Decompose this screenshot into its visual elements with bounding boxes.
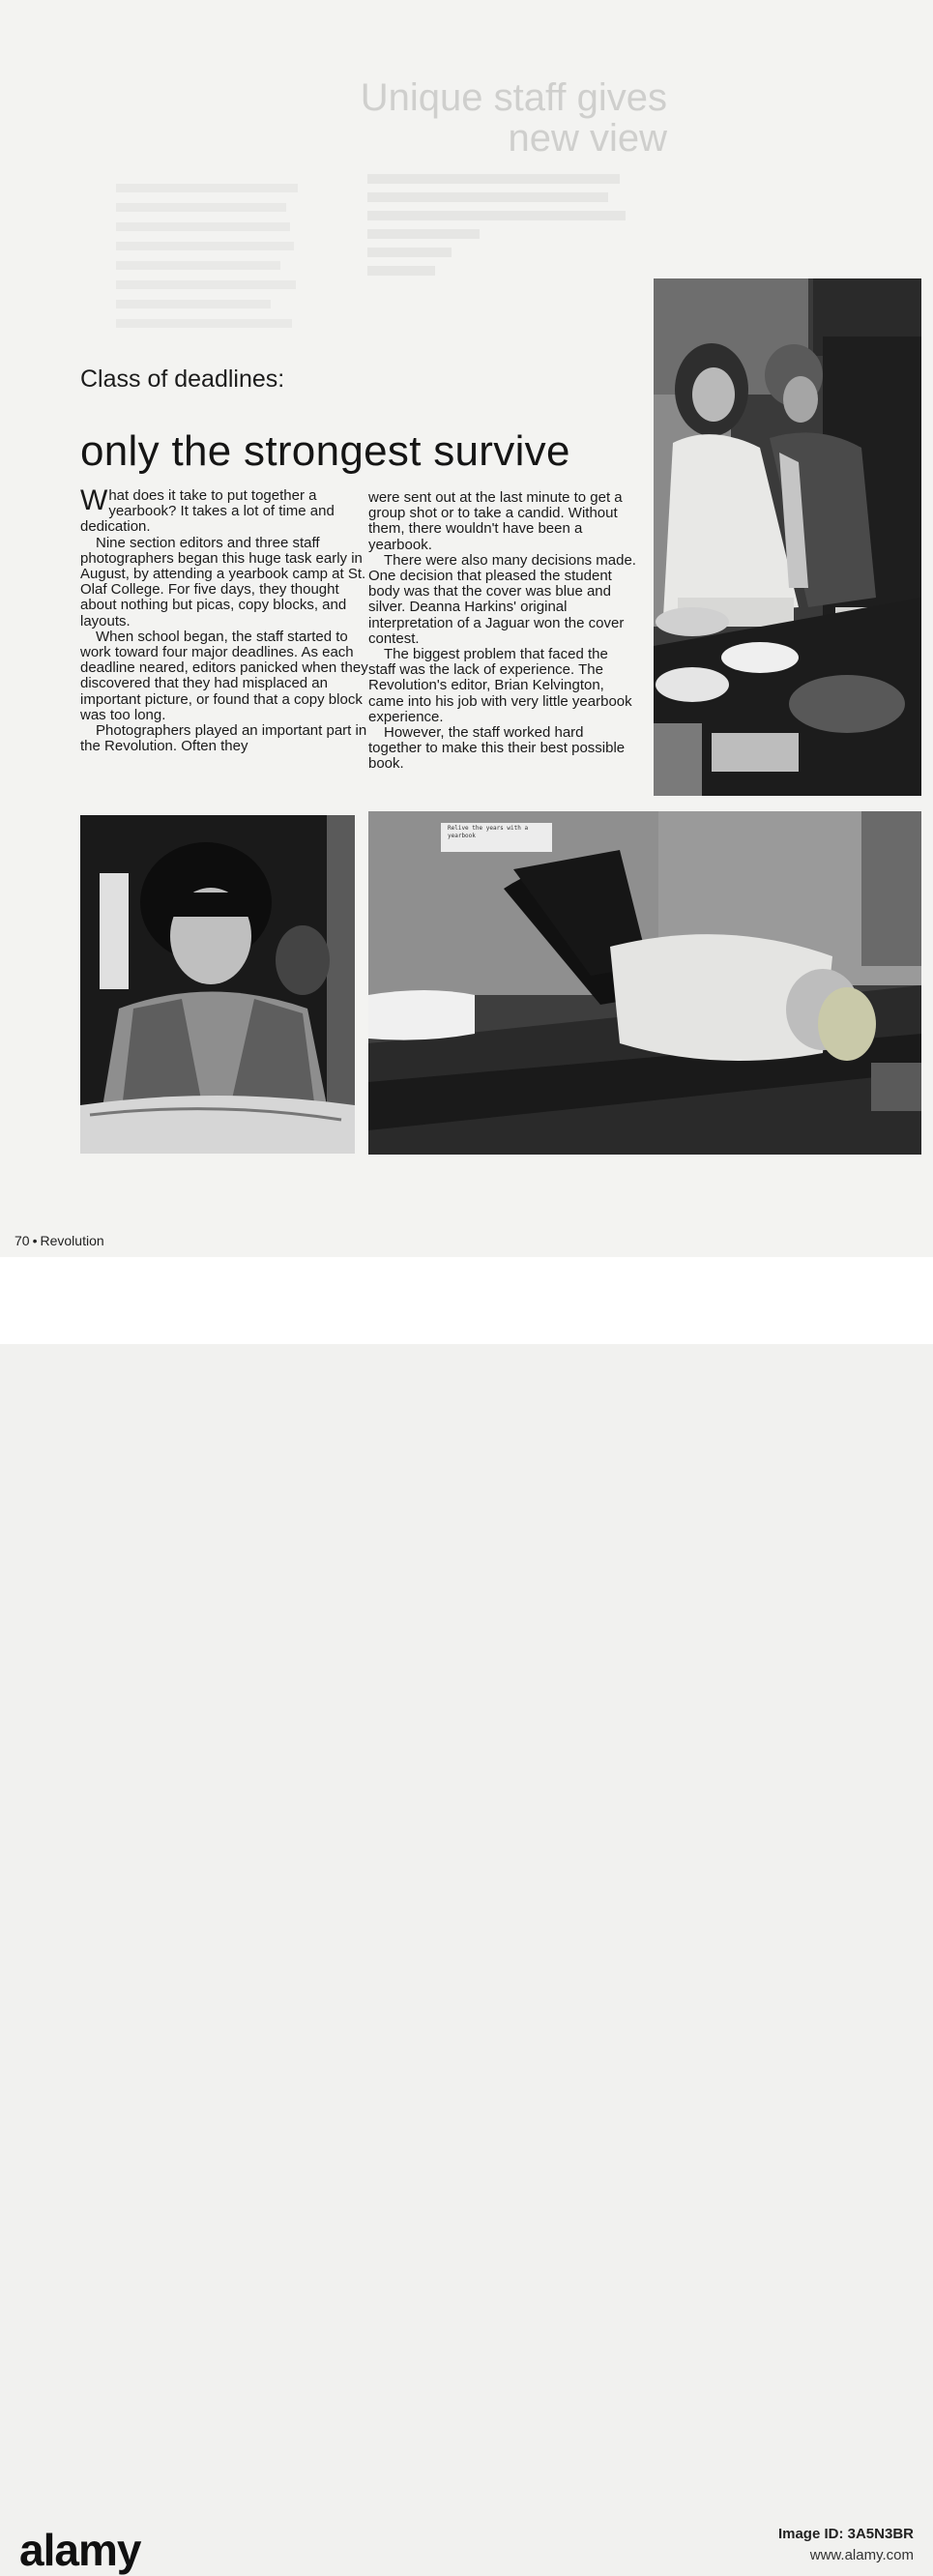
ghost-column-show-through <box>116 184 309 338</box>
footer-info <box>778 2524 914 2566</box>
ghost-heading-show-through: Unique staff gives new view <box>360 76 667 160</box>
paragraph: When school began, the staff started to work toward four major deadlines. As each deadline neared, editors panicked when they discovered that they had misplaced an important picture, or found that a copy block was too long. <box>80 628 368 723</box>
photo-woman-reading <box>80 815 355 1154</box>
paragraph: were sent out at the last minute to get a group shot or to take a candid. Without them, there wouldn't have been a yearbook. <box>368 489 623 553</box>
page-folio <box>15 1233 104 1248</box>
sign-text: Relive the years with a yearbook <box>448 825 529 839</box>
stock-footer-bar <box>0 1257 933 2575</box>
paragraph: Photographers played an important part in the Revolution. Often they <box>80 722 367 755</box>
body-column-2 <box>368 490 639 773</box>
paragraph: However, the staff worked hard together to make this their best possible book. <box>368 724 626 773</box>
section-name: Revolution <box>40 1233 104 1248</box>
paragraph: There were also many decisions made. One decision that pleased the student body was that the cover was blue and silver. Deanna Harkins' original interpretation of a Jaguar won the cover contest. <box>368 551 636 647</box>
page-number: 70 <box>15 1233 30 1248</box>
body-column-1 <box>80 484 370 755</box>
yearbook-page <box>0 0 933 1257</box>
photo-students-at-table <box>654 278 921 796</box>
drop-cap: W <box>80 484 108 516</box>
article-kicker: Class of deadlines: <box>80 366 285 393</box>
photo-students-at-table-drawing <box>654 278 921 796</box>
folio-separator: • <box>32 1233 38 1248</box>
paragraph: What does it take to put together a yearbook? It takes a lot of time and dedication. <box>80 484 335 536</box>
footer-url: www.alamy.com <box>809 2547 914 2563</box>
photo-student-lying-on-table <box>368 811 921 1155</box>
ghost-text-show-through <box>367 174 648 284</box>
article-headline: only the strongest survive <box>80 427 570 475</box>
photo-woman-reading-drawing <box>80 815 355 1154</box>
paragraph: The biggest problem that faced the staff was the lack of experience. The Revolution's editor, Brian Kelvington, came into his job with very little yearbook experience. <box>368 646 632 725</box>
paragraph: Nine section editors and three staff photographers began this huge task early in August, by attending a yearbook camp at St. Olaf College. For five days, they thought about nothing but picas, copy blocks, and layouts. <box>80 534 366 629</box>
photo-student-lying-on-table-drawing <box>368 811 921 1155</box>
image-id: Image ID: 3A5N3BR <box>777 2526 914 2542</box>
alamy-logo: alamy <box>19 2525 141 2575</box>
